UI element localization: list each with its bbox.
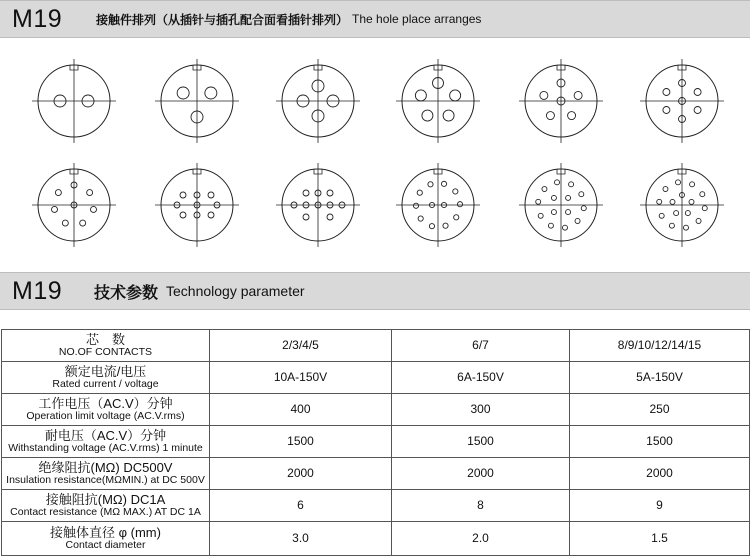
contact-pin — [542, 187, 547, 192]
table-cell: 10A-150V — [210, 362, 392, 394]
table-cell: 1500 — [392, 426, 570, 458]
row-label — [2, 522, 210, 556]
contact-pin — [454, 215, 459, 220]
contact-pin — [441, 181, 446, 186]
contact-pin — [702, 206, 707, 211]
contact-pin — [177, 87, 189, 99]
contact-pin — [700, 192, 705, 197]
row-label-cn: 接触体直径 φ (mm) — [50, 524, 161, 540]
table-row — [2, 394, 750, 426]
parameter-table — [1, 329, 750, 556]
table-cell: 6A-150V — [392, 362, 570, 394]
contact-pin — [663, 89, 670, 96]
contact-pin — [536, 199, 541, 204]
contact-pin — [676, 180, 681, 185]
row-label-cn: 接触阻抗(MΩ) DC1A — [45, 491, 166, 507]
row-label-en: Rated current / voltage — [52, 377, 159, 390]
contact-pin — [579, 192, 584, 197]
table-cell: 1500 — [210, 426, 392, 458]
contact-pin — [205, 87, 217, 99]
table-cell: 3.0 — [210, 522, 392, 556]
contact-pin — [562, 225, 567, 230]
contact-pin — [657, 199, 662, 204]
row-label — [2, 394, 210, 426]
table-cell: 8 — [392, 490, 570, 522]
row-label-en: Withstanding voltage (AC.V.rms) 1 minute — [8, 441, 203, 454]
contact-pin — [690, 182, 695, 187]
contact-pin — [566, 210, 571, 215]
tech-series-code: M19 — [12, 276, 63, 305]
contact-pin — [551, 210, 556, 215]
row-label — [2, 426, 210, 458]
table-row — [2, 330, 750, 362]
row-label-en: Insulation resistance(MΩMIN.) at DC 500V — [6, 473, 205, 486]
contact-pin — [568, 112, 576, 120]
contact-pin — [450, 90, 461, 101]
contact-pin — [689, 199, 694, 204]
contact-pin — [422, 110, 433, 121]
contact-pin — [659, 213, 664, 218]
contact-pin — [443, 110, 454, 121]
row-label-cn: 绝缘阻抗(MΩ) DC500V — [38, 459, 173, 475]
arrangement-header — [0, 0, 750, 38]
contact-pin — [670, 199, 675, 204]
contact-pin — [87, 190, 93, 196]
row-label-en: NO.OF CONTACTS — [58, 345, 153, 358]
contact-pin — [566, 195, 571, 200]
contact-pin — [180, 192, 186, 198]
series-code: M19 — [12, 4, 63, 33]
contact-pin — [694, 107, 701, 114]
table-cell: 2000 — [570, 458, 750, 490]
table-row — [2, 458, 750, 490]
row-label-cn: 额定电流/电压 — [64, 363, 147, 379]
table-cell: 2000 — [210, 458, 392, 490]
table-row — [2, 522, 750, 556]
table-cell: 2000 — [392, 458, 570, 490]
contact-pin — [180, 212, 186, 218]
arrangement-title-en: The hole place arranges — [352, 12, 482, 26]
tech-title-cn: 技术参数 — [94, 284, 159, 302]
row-label — [2, 458, 210, 490]
contact-pin — [208, 212, 214, 218]
contact-pin — [417, 190, 422, 195]
row-label — [2, 330, 210, 362]
contact-pin — [685, 211, 690, 216]
contact-pin — [663, 187, 668, 192]
table-cell: 1.5 — [570, 522, 750, 556]
contact-pin — [327, 214, 333, 220]
contact-pin — [413, 203, 418, 208]
table-cell: 300 — [392, 394, 570, 426]
contact-pin — [80, 220, 86, 226]
row-label-cn: 芯 数 — [85, 331, 125, 347]
contact-pin — [303, 214, 309, 220]
contact-pin — [453, 189, 458, 194]
contact-arrangement-diagrams — [0, 40, 750, 272]
contact-pin — [443, 223, 448, 228]
contact-pin — [574, 91, 582, 99]
contact-pin — [569, 182, 574, 187]
table-cell: 6/7 — [392, 330, 570, 362]
table-cell: 9 — [570, 490, 750, 522]
contact-pin — [551, 195, 556, 200]
contact-pin — [415, 90, 426, 101]
row-label-en: Operation limit voltage (AC.V.rms) — [26, 409, 185, 422]
contact-pin — [581, 206, 586, 211]
technology-header — [0, 272, 750, 310]
contact-pin — [669, 223, 674, 228]
table-row — [2, 490, 750, 522]
contact-pin — [694, 89, 701, 96]
row-label-cn: 工作电压（AC.V）分钟 — [38, 395, 173, 411]
contact-pin — [428, 182, 433, 187]
contact-pin — [663, 107, 670, 114]
table-cell: 250 — [570, 394, 750, 426]
table-row — [2, 362, 750, 394]
contact-pin — [674, 211, 679, 216]
table-cell: 2.0 — [392, 522, 570, 556]
contact-pin — [540, 91, 548, 99]
contact-pin — [457, 202, 462, 207]
row-label — [2, 490, 210, 522]
table-cell: 5A-150V — [570, 362, 750, 394]
contact-pin — [555, 180, 560, 185]
table-cell: 1500 — [570, 426, 750, 458]
table-cell: 6 — [210, 490, 392, 522]
row-label-en: Contact diameter — [65, 538, 146, 551]
contact-pin — [683, 225, 688, 230]
contact-pin — [62, 220, 68, 226]
table-row — [2, 426, 750, 458]
tech-title-en: Technology parameter — [166, 283, 305, 299]
contact-pin — [429, 224, 434, 229]
contact-pin — [55, 190, 61, 196]
contact-pin — [548, 223, 553, 228]
contact-pin — [208, 192, 214, 198]
contact-pin — [303, 190, 309, 196]
table-cell: 8/9/10/12/14/15 — [570, 330, 750, 362]
contact-pin — [696, 218, 701, 223]
contact-pin — [327, 190, 333, 196]
arrangement-title-cn: 接触件排列（从插针与插孔配合面看插针排列） — [96, 12, 349, 27]
table-cell: 2/3/4/5 — [210, 330, 392, 362]
contact-pin — [538, 213, 543, 218]
contact-pin — [90, 206, 96, 212]
contact-pin — [52, 206, 58, 212]
row-label-en: Contact resistance (MΩ MAX.) AT DC 1A — [10, 505, 201, 518]
table-cell: 400 — [210, 394, 392, 426]
contact-pin — [575, 218, 580, 223]
row-label — [2, 362, 210, 394]
contact-pin — [418, 216, 423, 221]
row-label-cn: 耐电压（AC.V）分钟 — [44, 427, 167, 443]
contact-pin — [546, 112, 554, 120]
